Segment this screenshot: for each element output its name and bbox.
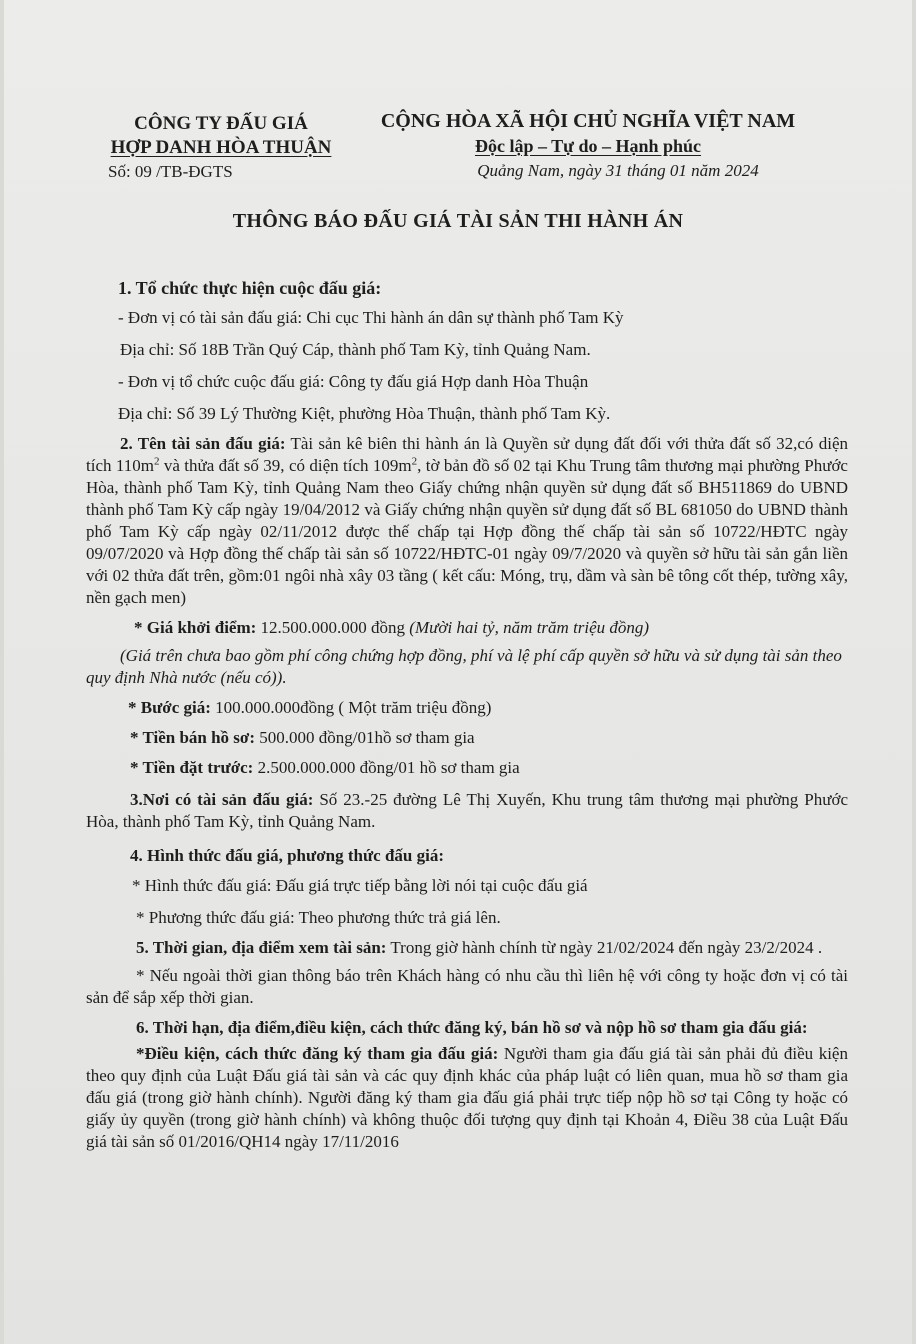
section-5-paragraph: [86, 937, 848, 959]
section-2-text-c: , tờ bản đồ số 02 tại Khu Trung tâm thương mại phường Phước Hòa, thành phố Tam Kỳ, tỉnh Quảng Nam theo Giấy chứng nhận quyền sử dụng đất số BH511869 do UBND thành phố Tam Kỳ cấp ngày 19/04/2012 và Giấy chứng nhận quyền sử dụng đất số BL 681050 do UBND thành phố Tam Kỳ cấp ngày 02/11/2012 được thế chấp tại Hợp đồng thế chấp tài sản số 10722/HĐTC ngày 09/07/2020 và Hợp đồng thế chấp tài sản số 10722/HĐTC-01 ngày 09/7/2020 và quyền sở hữu tài sản gắn liền với 02 thửa đất trên, gồm:01 ngôi nhà xây 03 tầng ( kết cấu: Móng, trụ, dầm và sàn bê tông cốt thép, tường xây, nền gạch men): [86, 456, 848, 607]
section-4-line-2: * Phương thức đấu giá: Theo phương thức trả giá lên.: [136, 908, 501, 927]
bid-step-label: * Bước giá:: [128, 698, 211, 717]
section-1-line-2: Địa chỉ: Số 18B Trần Quý Cáp, thành phố Tam Kỳ, tỉnh Quảng Nam.: [120, 340, 591, 359]
section-3-label: 3.Nơi có tài sản đấu giá:: [130, 790, 314, 809]
deposit-line: [86, 757, 848, 779]
section-1-line-4: Địa chỉ: Số 39 Lý Thường Kiệt, phường Hòa Thuận, thành phố Tam Kỳ.: [118, 404, 611, 423]
bid-step-line: [86, 697, 848, 719]
section-1-heading: 1. Tổ chức thực hiện cuộc đấu giá:: [118, 278, 382, 298]
section-6-text: Người tham gia đấu giá tài sản phải đủ điều kiện theo quy định của Luật Đấu giá tài sản và các quy định khác của pháp luật có liên quan, mua hồ sơ tham gia đấu giá (trong giờ hành chính). Người đăng ký tham gia đấu giá phải trực tiếp nộp hồ sơ tại Công ty hoặc có giấy ủy quyền (trong giờ hành chính) và không thuộc đối tượng quy định tại Khoản 4, Điều 38 của Luật Đấu giá tài sản số 01/2016/QH14 ngày 17/11/2016: [86, 1044, 848, 1151]
issuer-name-line1: CÔNG TY ĐẤU GIÁ: [134, 113, 308, 134]
section-3-paragraph: [86, 789, 848, 833]
national-motto: [360, 134, 816, 158]
section-1-line-1: - Đơn vị có tài sản đấu giá: Chi cục Thi hành án dân sự thành phố Tam Kỳ: [118, 308, 624, 327]
price-note: (Giá trên chưa bao gồm phí công chứng hợp đồng, phí và lệ phí cấp quyền sở hữu và sử dụng tài sản theo quy định Nhà nước (nếu có)).: [86, 646, 842, 687]
section-6-heading: 6. Thời hạn, địa điểm,điều kiện, cách thức đăng ký, bán hồ sơ và nộp hồ sơ tham gia đấu giá:: [136, 1018, 808, 1037]
dossier-fee-line: [86, 727, 848, 749]
bid-step-value: 100.000.000đồng ( Một trăm triệu đồng): [210, 698, 492, 717]
deposit-label: * Tiền đặt trước:: [130, 758, 254, 777]
section-4-line-1: * Hình thức đấu giá: Đấu giá trực tiếp bằng lời nói tại cuộc đấu giá: [132, 876, 588, 895]
starting-price-line: [86, 617, 848, 639]
section-3-text: Số 23.-25 đường Lê Thị Xuyến, Khu trung tâm thương mại phường Phước Hòa, thành phố Tam Kỳ, tỉnh Quảng Nam.: [86, 790, 848, 831]
place-date: Quảng Nam, ngày 31 tháng 01 năm 2024: [477, 161, 759, 180]
section-6-label: *Điều kiện, cách thức đăng ký tham gia đấu giá:: [136, 1044, 499, 1063]
document-title: THÔNG BÁO ĐẤU GIÁ TÀI SẢN THI HÀNH ÁN: [232, 210, 684, 232]
issuer-header: [86, 112, 356, 184]
superscript-2a: 2: [153, 455, 160, 468]
section-2-text-b: và thửa đất số 39, có diện tích 109m: [159, 456, 412, 475]
section-2-text-a: Tài sản kê biên thi hành án là Quyền sử dụng đất đối với thửa đất số 32,có diện tích 110m: [86, 434, 848, 475]
deposit-value: 2.500.000.000 đồng/01 hồ sơ tham gia: [253, 758, 520, 777]
section-4-heading: 4. Hình thức đấu giá, phương thức đấu giá:: [130, 846, 444, 865]
issuer-name-line2: HỢP DANH HÒA THUẬN: [110, 137, 332, 158]
document-body: [86, 275, 848, 1153]
section-5-text: Trong giờ hành chính từ ngày 21/02/2024 đến ngày 23/2/2024 .: [386, 938, 823, 957]
section-1-line-3: - Đơn vị tổ chức cuộc đấu giá: Công ty đấu giá Hợp danh Hòa Thuận: [118, 372, 589, 391]
section-2-label: 2. Tên tài sản đấu giá:: [120, 434, 286, 453]
starting-price-value: 12.500.000.000 đồng: [256, 618, 410, 637]
starting-price-label: * Giá khởi điểm:: [134, 618, 257, 637]
dossier-fee-label: * Tiền bán hồ sơ:: [130, 728, 256, 747]
national-title: CỘNG HÒA XÃ HỘI CHỦ NGHĨA VIỆT NAM: [380, 110, 796, 132]
section-2-paragraph: [86, 433, 848, 609]
dossier-fee-value: 500.000 đồng/01hồ sơ tham gia: [255, 728, 475, 747]
superscript-2b: 2: [411, 455, 418, 468]
section-5-note: * Nếu ngoài thời gian thông báo trên Khách hàng có nhu cầu thì liên hệ với công ty hoặc đơn vị có tài sản để sắp xếp thời gian.: [86, 966, 848, 1007]
section-5-label: 5. Thời gian, địa điểm xem tài sản:: [136, 938, 387, 957]
section-6-paragraph: [86, 1043, 848, 1153]
starting-price-words: (Mười hai tỷ, năm trăm triệu đồng): [409, 618, 650, 637]
document-number: Số: 09 /TB-ĐGTS: [108, 162, 233, 181]
national-header: [360, 108, 816, 184]
motto-text: Độc lập – Tự do – Hạnh phúc: [474, 136, 702, 156]
